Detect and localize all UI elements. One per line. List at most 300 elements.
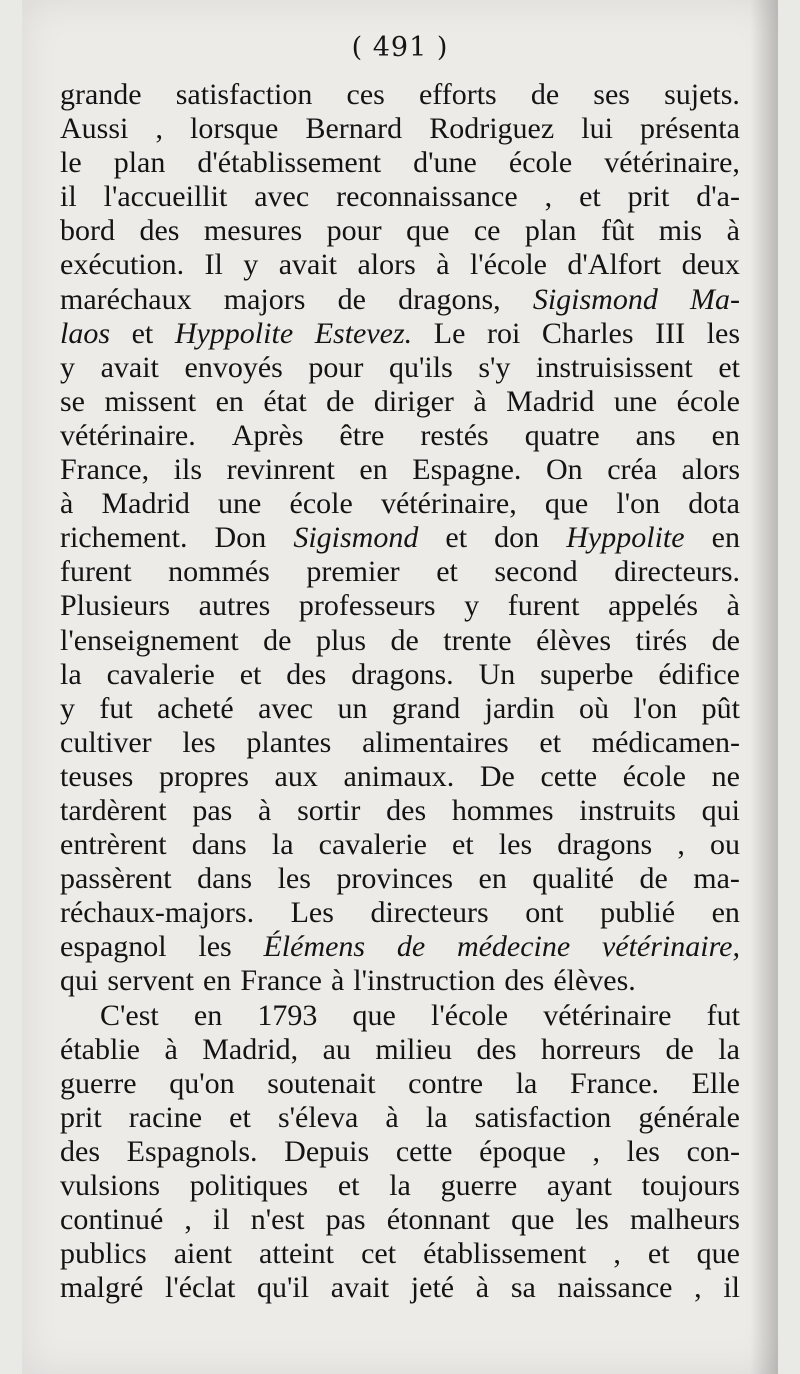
word: guerre xyxy=(60,1066,137,1100)
word: quatre xyxy=(524,418,600,452)
word: avec xyxy=(254,180,310,214)
word: vétérinaire xyxy=(543,998,672,1032)
word: satisfaction xyxy=(474,1100,612,1134)
word: laos xyxy=(60,316,111,350)
word: à xyxy=(258,793,272,827)
word: Depuis xyxy=(284,1134,370,1168)
word: s'éleva xyxy=(277,1100,359,1134)
word: qu'on xyxy=(169,1066,235,1100)
word: On xyxy=(545,453,583,487)
word: exécution. xyxy=(60,248,185,282)
word: à xyxy=(164,1032,178,1066)
word: et xyxy=(239,657,262,691)
word: sa xyxy=(510,1271,536,1305)
word: avec xyxy=(258,691,314,725)
word: fût xyxy=(601,214,635,248)
word: pas xyxy=(192,793,233,827)
word: la xyxy=(425,1100,448,1134)
word: prit xyxy=(60,1100,102,1134)
word: politiques xyxy=(189,1169,309,1202)
word: des xyxy=(286,657,327,691)
word: espagnol xyxy=(60,930,167,964)
text-line xyxy=(60,453,740,487)
word: fut xyxy=(99,691,133,725)
word: efforts xyxy=(418,78,497,111)
word: et xyxy=(229,1100,251,1134)
word: roi xyxy=(486,316,521,350)
text-line xyxy=(60,351,740,385)
word: alors xyxy=(357,248,416,282)
word: et xyxy=(436,555,458,589)
word: et xyxy=(718,350,740,384)
text-line xyxy=(60,555,740,589)
word: bord xyxy=(60,214,115,248)
word: générale xyxy=(638,1100,740,1134)
word: satisfaction xyxy=(175,78,313,111)
word: propres xyxy=(158,759,249,793)
word: Bernard xyxy=(305,112,403,146)
text-line xyxy=(60,521,740,555)
word: cultiver xyxy=(60,725,152,759)
text-line xyxy=(60,1271,740,1305)
word: qu'ils xyxy=(389,350,453,384)
word: de xyxy=(396,930,426,964)
word: professeurs xyxy=(298,589,436,623)
word: don xyxy=(494,521,540,555)
word: racine xyxy=(128,1100,203,1134)
word: dragons, xyxy=(398,282,501,316)
word: à xyxy=(726,589,740,623)
word: d'a- xyxy=(696,180,740,214)
word: vétérinaire, xyxy=(380,487,517,521)
word: missent xyxy=(104,384,197,418)
word: alors xyxy=(681,453,740,487)
body-text xyxy=(60,78,740,1305)
word: il xyxy=(723,1271,740,1305)
word: publics xyxy=(60,1237,147,1271)
word: des xyxy=(476,1032,517,1066)
word: Hyppolite xyxy=(174,316,294,350)
text-line xyxy=(60,896,740,930)
word: Rodriguez xyxy=(429,112,555,146)
word: directeurs xyxy=(370,896,489,930)
word: en xyxy=(202,964,232,998)
word: les xyxy=(498,828,533,862)
word: les xyxy=(198,930,232,964)
word: école xyxy=(508,146,573,180)
word: milieu xyxy=(375,1032,453,1066)
word: aient xyxy=(173,1237,233,1271)
word: l'instruction xyxy=(353,964,496,998)
word: l'on xyxy=(616,487,661,521)
word: médecine xyxy=(456,930,571,964)
text-line xyxy=(60,624,740,658)
text-line xyxy=(60,658,740,692)
word: superbe xyxy=(540,657,634,691)
word: école xyxy=(622,759,686,793)
word: Élémens xyxy=(263,930,366,964)
word: richement. xyxy=(60,521,188,555)
word: atteint xyxy=(259,1237,335,1271)
word: avait xyxy=(278,248,338,282)
word: Sigismond xyxy=(293,521,419,555)
word: établie xyxy=(60,1032,140,1066)
word: envoyés xyxy=(184,350,283,384)
word: grand xyxy=(391,691,461,725)
word: furent xyxy=(507,589,580,623)
word: directeurs. xyxy=(614,555,740,589)
word: C'est xyxy=(100,998,159,1032)
word: dragons xyxy=(557,828,653,862)
word: état xyxy=(263,384,307,418)
text-line xyxy=(60,1203,740,1237)
word: y xyxy=(60,350,75,384)
word: animaux. xyxy=(343,759,455,793)
word: pour xyxy=(308,350,364,384)
word: que xyxy=(696,1237,740,1271)
word: malheurs xyxy=(629,1203,740,1237)
word: Charles xyxy=(541,316,634,350)
word: en xyxy=(359,453,388,487)
word: à xyxy=(385,1100,399,1134)
word: vétérinaire, xyxy=(601,930,740,964)
word: d'Alfort xyxy=(567,248,662,282)
word: mesures xyxy=(203,214,303,248)
word: jeté xyxy=(410,1271,455,1305)
word: Espagnols. xyxy=(126,1134,258,1168)
word: restés xyxy=(420,418,489,452)
word: cavalerie xyxy=(318,828,427,862)
word: Les xyxy=(290,896,334,930)
word: étonnant xyxy=(386,1203,490,1237)
text-line xyxy=(60,964,740,998)
word: jardin xyxy=(484,691,555,725)
word: avait xyxy=(330,1271,390,1305)
text-line xyxy=(60,1135,740,1169)
text-line xyxy=(60,248,740,282)
word: ces xyxy=(346,78,385,111)
word: trente xyxy=(443,623,512,657)
word: élèves. xyxy=(553,964,636,998)
word: teuses xyxy=(60,759,134,793)
word: l'on xyxy=(633,691,678,725)
word: toujours xyxy=(641,1169,740,1202)
word: sortir xyxy=(297,793,361,827)
word: ont xyxy=(525,896,564,930)
word: réchaux-majors. xyxy=(60,896,255,930)
word: Don xyxy=(214,521,267,555)
word: fut xyxy=(706,998,740,1032)
word: reconnaissance xyxy=(336,180,518,214)
word: créa xyxy=(607,453,658,487)
word: en xyxy=(193,998,223,1032)
word: un xyxy=(337,691,368,725)
text-line xyxy=(60,1033,740,1067)
word: et xyxy=(445,521,468,555)
word: des xyxy=(504,964,545,998)
word: à xyxy=(475,1271,490,1305)
word: le xyxy=(60,146,82,180)
word: plantes xyxy=(246,725,332,759)
word: l'école xyxy=(469,248,547,282)
word: la xyxy=(515,1066,538,1100)
word: et xyxy=(452,828,474,862)
word: ne xyxy=(711,759,740,793)
word: ans xyxy=(635,418,676,452)
word: passèrent xyxy=(60,862,172,896)
text-line xyxy=(60,726,740,760)
word: dragons. xyxy=(351,657,454,691)
word: Madrid, xyxy=(202,1032,299,1066)
word: soutenait xyxy=(267,1066,376,1100)
word: qu'il xyxy=(257,1271,310,1305)
word: vétérinaire. xyxy=(60,418,196,452)
text-line xyxy=(60,1237,740,1271)
word: instruits xyxy=(579,793,676,827)
word: en xyxy=(215,384,244,418)
word: et xyxy=(539,725,562,759)
word: furent xyxy=(60,555,132,589)
word: , xyxy=(694,1271,702,1305)
word: , xyxy=(184,1203,192,1237)
word: 1793 xyxy=(257,998,318,1032)
word: De xyxy=(479,759,515,793)
word: de xyxy=(390,623,419,657)
word: à xyxy=(473,384,487,418)
word: Estevez. xyxy=(314,316,413,350)
word: il xyxy=(60,180,77,214)
word: les xyxy=(277,862,311,896)
word: qualité xyxy=(532,862,614,896)
word: à xyxy=(330,964,345,998)
word: l'enseignement xyxy=(60,623,239,657)
word: et xyxy=(337,1169,360,1202)
word: de xyxy=(530,78,560,111)
word: de xyxy=(326,384,355,418)
word: élèves xyxy=(536,623,612,657)
word: école xyxy=(676,384,740,418)
word: autres xyxy=(198,589,271,623)
word: vulsions xyxy=(60,1169,161,1202)
word: guerre xyxy=(440,1169,518,1202)
word: la xyxy=(271,828,294,862)
word: pût xyxy=(701,691,740,725)
word: en xyxy=(711,521,740,555)
word: , xyxy=(155,112,163,146)
word: des xyxy=(60,1134,100,1168)
word: France xyxy=(240,964,322,998)
word: Il xyxy=(204,248,223,282)
text-line xyxy=(60,78,740,112)
word: d'établissement xyxy=(197,146,382,180)
word: plan xyxy=(113,146,166,180)
text-line xyxy=(60,487,740,521)
word: qui xyxy=(701,793,740,827)
word: provinces xyxy=(336,862,454,896)
text-line xyxy=(60,828,740,862)
text-line xyxy=(60,180,740,214)
word: au xyxy=(322,1032,351,1066)
word: la xyxy=(389,1169,411,1202)
word: Un xyxy=(478,657,516,691)
word: les xyxy=(626,1134,660,1168)
word: grande xyxy=(60,78,142,111)
word: y xyxy=(243,248,259,282)
word: aux xyxy=(274,759,318,793)
word: alimentaires xyxy=(362,725,509,759)
word: Ma- xyxy=(690,282,740,316)
word: second xyxy=(494,555,578,589)
word: école xyxy=(289,487,353,521)
word: lui xyxy=(581,112,613,146)
text-line xyxy=(60,1101,740,1135)
word: sujets. xyxy=(664,78,740,111)
word: de xyxy=(337,282,366,316)
word: à xyxy=(726,214,740,248)
word: les xyxy=(575,1203,609,1237)
word: revinrent xyxy=(226,453,335,487)
word: naissance xyxy=(557,1271,673,1305)
word: la xyxy=(718,1032,740,1066)
word: à xyxy=(436,248,450,282)
text-line xyxy=(60,385,740,419)
word: et xyxy=(647,1237,670,1271)
word: hommes xyxy=(451,793,554,827)
word: nommés xyxy=(168,555,270,589)
word: plus xyxy=(315,623,366,657)
word: , xyxy=(544,180,553,214)
word: Madrid xyxy=(101,487,190,521)
word: dans xyxy=(191,828,247,862)
word: que xyxy=(352,998,396,1032)
word: vétérinaire, xyxy=(604,146,740,180)
word: deux xyxy=(681,248,740,282)
word: médicamen- xyxy=(591,725,740,759)
word: en xyxy=(711,418,740,452)
page-edge-shadow xyxy=(750,0,778,1374)
word: Madrid xyxy=(506,384,595,418)
word: les xyxy=(706,316,740,350)
word: publié xyxy=(600,896,676,930)
word: Hyppolite xyxy=(566,521,685,555)
word: des xyxy=(386,793,427,827)
word: que xyxy=(511,1203,555,1237)
word: France, xyxy=(60,453,150,487)
word: où xyxy=(579,691,610,725)
word: une xyxy=(218,487,262,521)
word: l'accueillit xyxy=(103,180,228,214)
word: cavalerie xyxy=(106,657,215,691)
word: une xyxy=(613,384,658,418)
word: pas xyxy=(325,1203,366,1237)
word: les xyxy=(182,725,216,759)
word: des xyxy=(139,214,180,248)
word: en xyxy=(478,862,507,896)
word: l'éclat xyxy=(164,1271,236,1305)
word: Après xyxy=(231,418,304,452)
text-line xyxy=(60,794,740,828)
word: Sigismond xyxy=(532,282,658,316)
word: tirés xyxy=(635,623,688,657)
word: présenta xyxy=(640,112,740,146)
word: dans xyxy=(197,862,253,896)
word: acheté xyxy=(157,691,234,725)
word: maréchaux xyxy=(60,282,192,316)
word: malgré xyxy=(60,1271,144,1305)
text-line xyxy=(60,1067,740,1101)
word: ayant xyxy=(546,1169,612,1202)
word: être xyxy=(339,418,385,452)
word: premier xyxy=(306,555,400,589)
word: , xyxy=(592,1134,600,1168)
word: ils xyxy=(173,453,203,487)
word: France. xyxy=(569,1066,660,1100)
word: III xyxy=(655,316,686,350)
word: ses xyxy=(593,78,630,111)
word: cet xyxy=(361,1237,397,1271)
word: lorsque xyxy=(190,112,279,146)
word: majors xyxy=(223,282,306,316)
word: de xyxy=(665,1032,694,1066)
word: pour xyxy=(326,214,382,248)
word: entrèrent xyxy=(60,828,167,862)
word: édifice xyxy=(658,657,740,691)
word: et xyxy=(579,180,601,214)
word: horreurs xyxy=(541,1032,641,1066)
word: ma- xyxy=(693,862,740,896)
text-line xyxy=(60,112,740,146)
word: plan xyxy=(524,214,577,248)
text-line xyxy=(60,419,740,453)
text-line xyxy=(60,999,740,1033)
word: ou xyxy=(709,828,740,862)
word: continué xyxy=(60,1203,164,1237)
word: n'est xyxy=(250,1203,305,1237)
word: , xyxy=(613,1237,621,1271)
word: servent xyxy=(107,964,194,998)
word: établissement xyxy=(423,1237,587,1271)
text-line xyxy=(60,862,740,896)
word: s'y xyxy=(478,350,511,384)
word: et xyxy=(131,316,154,350)
word: prit xyxy=(627,180,670,214)
text-line xyxy=(60,283,740,317)
text-line xyxy=(60,760,740,794)
word: Espagne. xyxy=(412,453,522,487)
word: y xyxy=(464,589,480,623)
word: cette xyxy=(540,759,598,793)
text-line xyxy=(60,692,740,726)
word: , xyxy=(677,828,685,862)
word: de xyxy=(639,862,668,896)
word: diriger xyxy=(373,384,454,418)
page-number: ( 491 ) xyxy=(351,32,449,63)
word: que xyxy=(406,214,450,248)
word: tardèrent xyxy=(60,793,167,827)
word: appelés xyxy=(608,589,699,623)
word: cette xyxy=(395,1134,453,1168)
word: de xyxy=(263,623,292,657)
text-line xyxy=(60,1169,740,1203)
word: mis xyxy=(658,214,703,248)
word: la xyxy=(60,657,82,691)
word: d'une xyxy=(413,146,477,180)
word: il xyxy=(213,1203,230,1237)
word: dota xyxy=(688,487,740,521)
text-line xyxy=(60,146,740,180)
word: l'école xyxy=(431,998,509,1032)
word: contre xyxy=(408,1066,484,1100)
